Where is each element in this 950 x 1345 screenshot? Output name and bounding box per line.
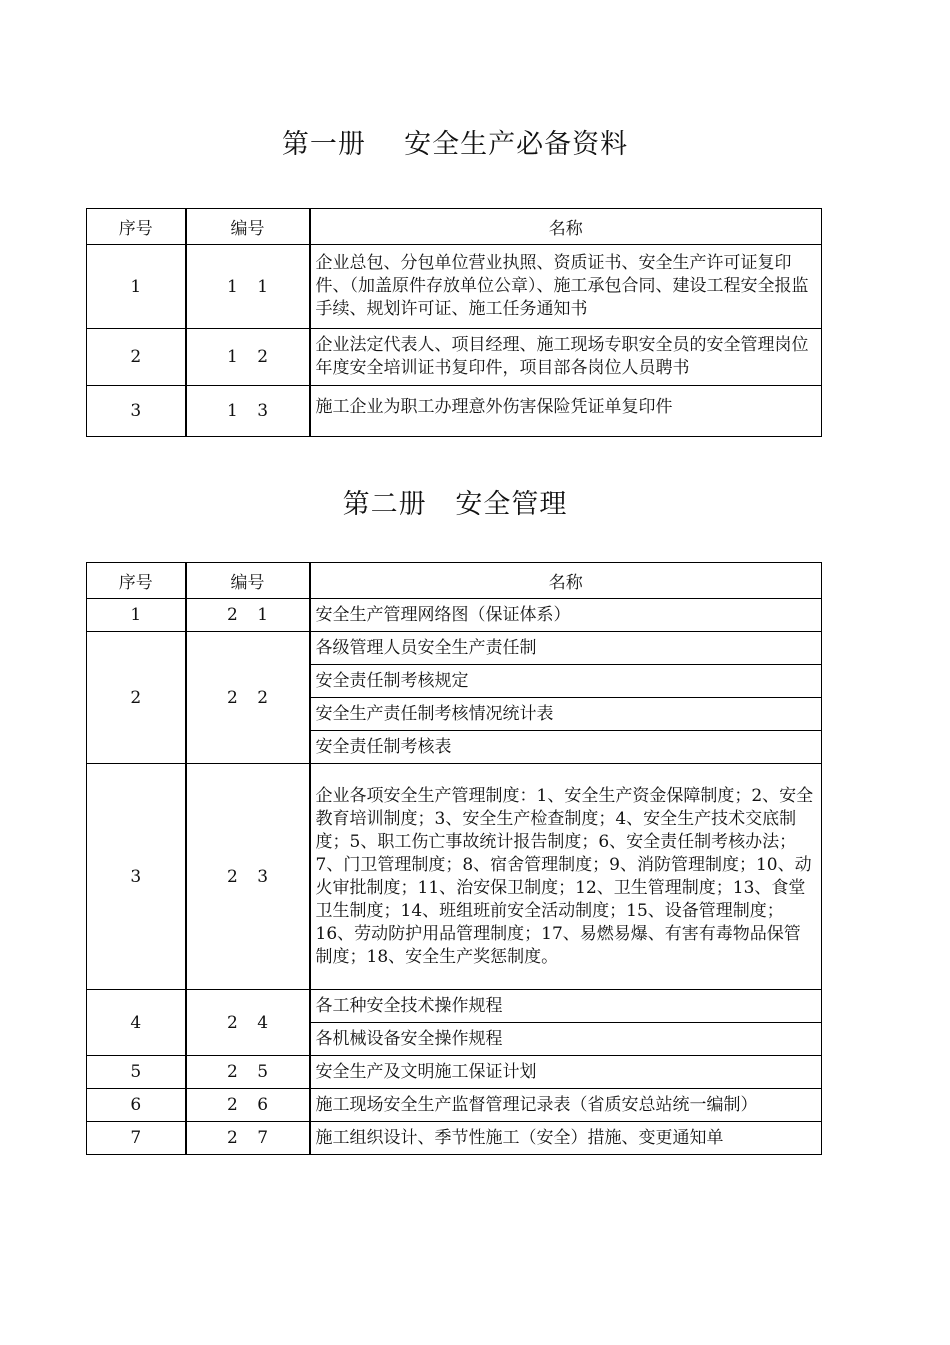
row-seq: 3 <box>87 764 186 990</box>
row-code: 2 4 <box>186 990 310 1056</box>
header-name: 名称 <box>310 563 822 599</box>
header-seq: 序号 <box>87 563 186 599</box>
row-code: 2 6 <box>186 1089 310 1122</box>
row-name: 安全生产及文明施工保证计划 <box>310 1056 822 1089</box>
row-name: 各级管理人员安全生产责任制 <box>310 632 822 665</box>
table-row <box>87 1122 822 1155</box>
row-seq: 1 <box>87 245 186 329</box>
header-code: 编号 <box>186 209 310 245</box>
table-row <box>87 329 822 386</box>
row-code: 2 1 <box>186 599 310 632</box>
row-seq: 5 <box>87 1056 186 1089</box>
row-name: 企业各项安全生产管理制度：1、安全生产资金保障制度；2、安全教育培训制度；3、安全生产检查制度；4、安全生产技术交底制度；5、职工伤亡事故统计报告制度；6、安全责任制考核办法；7、门卫管理制度；8、宿舍管理制度；9、消防管理制度；10、动火审批制度；11、治安保卫制度；12、卫生管理制度；13、食堂卫生制度；14、班组班前安全活动制度；15、设备管理制度；16、劳动防护用品管理制度；17、易燃易爆、有害有毒物品保管制度；18、安全生产奖惩制度。 <box>310 764 822 990</box>
row-seq: 6 <box>87 1089 186 1122</box>
row-seq: 4 <box>87 990 186 1056</box>
table-row <box>87 632 822 665</box>
row-code: 2 2 <box>186 632 310 764</box>
table-row <box>87 245 822 329</box>
row-seq: 1 <box>87 599 186 632</box>
row-name: 施工组织设计、季节性施工（安全）措施、变更通知单 <box>310 1122 822 1155</box>
row-name: 安全责任制考核规定 <box>310 665 822 698</box>
section2-table <box>86 562 822 1155</box>
row-seq: 2 <box>87 329 186 386</box>
table-row <box>87 1089 822 1122</box>
table-row <box>87 990 822 1023</box>
row-code: 1 1 <box>186 245 310 329</box>
header-name: 名称 <box>310 209 822 245</box>
table-row <box>87 1056 822 1089</box>
row-name: 企业总包、分包单位营业执照、资质证书、安全生产许可证复印件、（加盖原件存放单位公章）、施工承包合同、建设工程安全报监手续、规划许可证、施工任务通知书 <box>310 245 822 329</box>
row-name: 安全责任制考核表 <box>310 731 822 764</box>
row-seq: 2 <box>87 632 186 764</box>
section1-title: 第一册 安全生产必备资料 <box>281 129 629 160</box>
row-name: 施工企业为职工办理意外伤害保险凭证单复印件 <box>310 386 822 437</box>
header-code: 编号 <box>186 563 310 599</box>
row-code: 1 3 <box>186 386 310 437</box>
row-name: 施工现场安全生产监督管理记录表（省质安总站统一编制） <box>310 1089 822 1122</box>
row-seq: 3 <box>87 386 186 437</box>
table-header-row <box>87 209 822 245</box>
row-name: 安全生产责任制考核情况统计表 <box>310 698 822 731</box>
row-name: 企业法定代表人、项目经理、施工现场专职安全员的安全管理岗位年度安全培训证书复印件，项目部各岗位人员聘书 <box>310 329 822 386</box>
row-name: 各工种安全技术操作规程 <box>310 990 822 1023</box>
table-row <box>87 764 822 990</box>
section2-title: 第二册 安全管理 <box>342 489 568 520</box>
section1-table <box>86 208 822 437</box>
table-row <box>87 386 822 437</box>
header-seq: 序号 <box>87 209 186 245</box>
row-code: 2 7 <box>186 1122 310 1155</box>
row-name: 安全生产管理网络图（保证体系） <box>310 599 822 632</box>
row-code: 1 2 <box>186 329 310 386</box>
row-code: 2 5 <box>186 1056 310 1089</box>
row-name: 各机械设备安全操作规程 <box>310 1023 822 1056</box>
table-header-row <box>87 563 822 599</box>
row-code: 2 3 <box>186 764 310 990</box>
row-seq: 7 <box>87 1122 186 1155</box>
table-row <box>87 599 822 632</box>
